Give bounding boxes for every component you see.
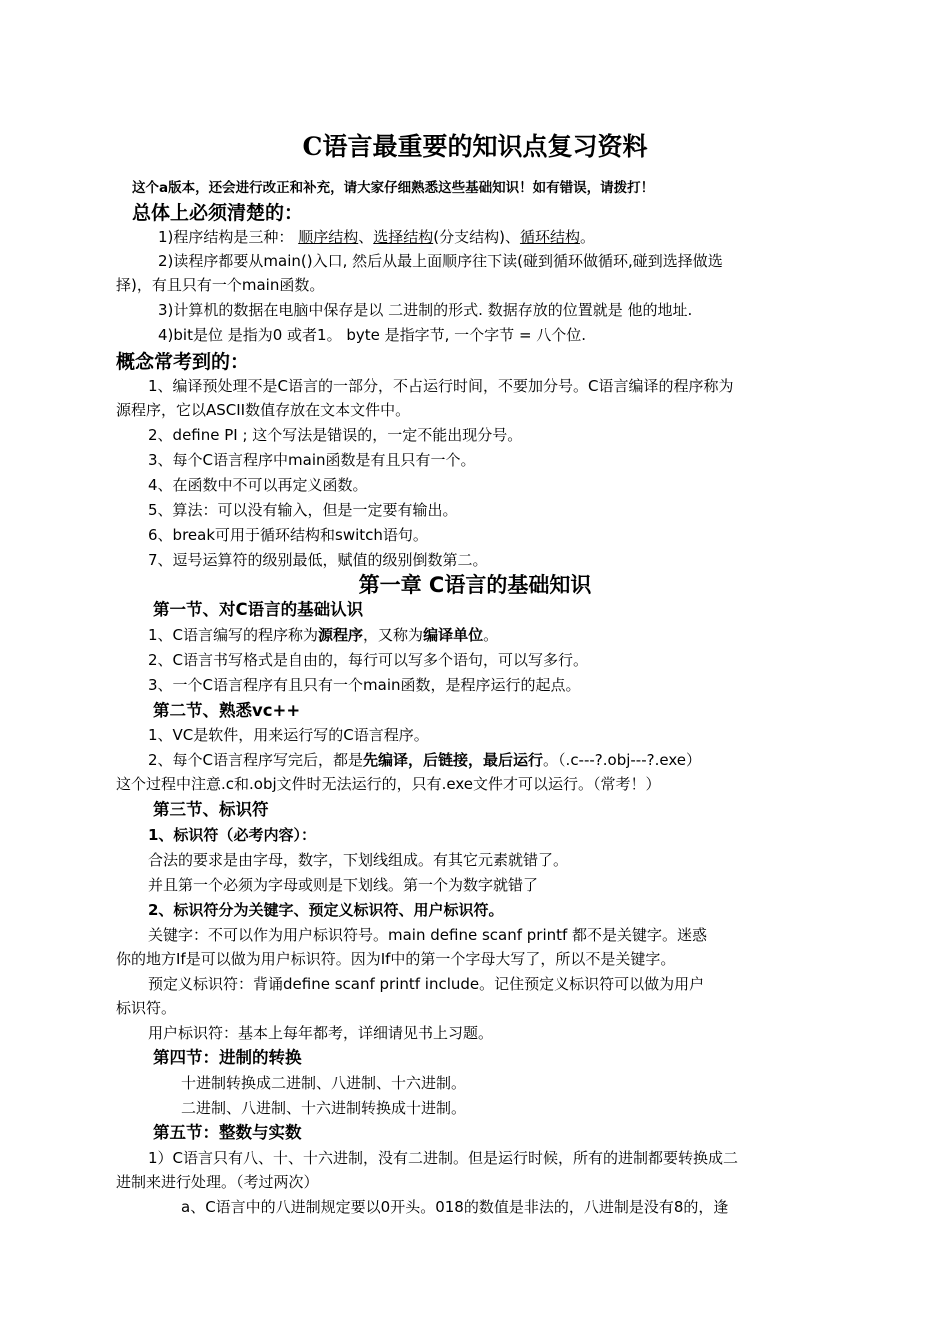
section-5-line-2: 进制来进行处理。（考过两次） [116, 1173, 319, 1191]
concept-3: 3、每个C语言程序中main函数是有且只有一个。 [148, 451, 476, 469]
concept-2: 2、define PI ; 这个写法是错误的，一定不能出现分号。 [148, 426, 523, 444]
structure-sequential: 顺序结构 [298, 228, 359, 246]
section-1-item-2: 2、C语言书写格式是自由的，每行可以写多个语句，可以写多行。 [148, 651, 589, 669]
term-source-program: 源程序 [318, 626, 364, 644]
overview-point-1 [158, 227, 595, 247]
structure-selection: 选择结构 [373, 228, 434, 246]
predefined-line-2: 标识符。 [116, 999, 177, 1017]
concept-6: 6、break可用于循环结构和switch语句。 [148, 526, 428, 544]
overview-point-4: 4)bit是位 是指为0 或者1。 byte 是指字节, 一个字节 = 八个位. [158, 326, 587, 344]
keyword-line-1: 关键字：不可以作为用户标识符号。main define scanf printf 都不是关键字。迷惑 [148, 926, 708, 944]
concept-4: 4、在函数中不可以再定义函数。 [148, 476, 368, 494]
chapter-1-heading: 第一章 C语言的基础知识 [358, 573, 592, 597]
overview-point-2-line-1: 2)读程序都要从main()入口, 然后从最上面顺序往下读(碰到循环做循环,碰到选择做选 [158, 252, 723, 270]
overview-heading: 总体上必须清楚的： [132, 202, 304, 224]
user-identifier-line: 用户标识符：基本上每年都考，详细请见书上习题。 [148, 1024, 494, 1042]
section-5-heading: 第五节：整数与实数 [153, 1123, 302, 1142]
overview-point-1-sep: 、 [358, 228, 374, 246]
section-2-heading: 第二节、熟悉vc++ [153, 701, 301, 720]
section-1-item-1-pre: 1、C语言编写的程序称为 [148, 626, 319, 644]
overview-point-1-mid: (分支结构)、 [433, 228, 520, 246]
page-title: C语言最重要的知识点复习资料 [302, 132, 648, 161]
section-1-item-3: 3、一个C语言程序有且只有一个main函数，是程序运行的起点。 [148, 676, 581, 694]
section-4-heading: 第四节：进制的转换 [153, 1048, 302, 1067]
concept-1-line-1: 1、编译预处理不是C语言的一部分，不占运行时间，不要加分号。C语言编译的程序称为 [148, 377, 734, 395]
section-1-item-1-mid: ，又称为 [363, 626, 424, 644]
term-compile-unit: 编译单位 [423, 626, 484, 644]
section-5-line-1: 1）C语言只有八、十、十六进制，没有二进制。但是运行时候，所有的进制都要转换成二 [148, 1149, 739, 1167]
identifier-topic-2: 2、标识符分为关键字、预定义标识符、用户标识符。 [148, 901, 504, 919]
section-4-line-1: 十进制转换成二进制、八进制、十六进制。 [181, 1074, 467, 1092]
concepts-heading: 概念常考到的： [116, 351, 250, 373]
identifier-topic-1: 1、标识符（必考内容）： [148, 826, 316, 844]
section-4-line-2: 二进制、八进制、十六进制转换成十进制。 [181, 1099, 467, 1117]
section-2-item-2-line-2: 这个过程中注意.c和.obj文件时无法运行的，只有.exe文件才可以运行。（常考！） [116, 775, 661, 793]
section-2-item-1: 1、VC是软件，用来运行写的C语言程序。 [148, 726, 429, 744]
concept-7: 7、逗号运算符的级别最低，赋值的级别倒数第二。 [148, 551, 488, 569]
concept-1-line-2: 源程序，它以ASCII数值存放在文本文件中。 [116, 401, 411, 419]
identifier-rule-2: 并且第一个必须为字母或则是下划线。第一个为数字就错了 [148, 876, 539, 894]
overview-point-1-end: 。 [579, 228, 595, 246]
predefined-line-1: 预定义标识符：背诵define scanf printf include。记住预定义标识符可以做为用户 [148, 975, 705, 993]
identifier-rule-1: 合法的要求是由字母，数字，下划线组成。有其它元素就错了。 [148, 851, 569, 869]
keyword-line-2: 你的地方If是可以做为用户标识符。因为If中的第一个字母大写了，所以不是关键字。 [116, 950, 676, 968]
section-5-line-3: a、C语言中的八进制规定要以0开头。018的数值是非法的，八进制是没有8的，逢 [181, 1198, 729, 1216]
structure-loop: 循环结构 [519, 228, 580, 246]
overview-point-3: 3)计算机的数据在电脑中保存是以 二进制的形式. 数据存放的位置就是 他的地址. [158, 301, 693, 319]
section-1-heading: 第一节、对C语言的基础认识 [153, 600, 364, 619]
section-2-item-2 [148, 750, 701, 770]
section-2-item-2-pre: 2、每个C语言程序写完后，都是 [148, 751, 364, 769]
compile-link-run: 先编译，后链接，最后运行 [363, 751, 544, 769]
section-2-item-2-end: 。（.c---?.obj---?.exe） [543, 751, 701, 769]
section-1-item-1-end: 。 [483, 626, 499, 644]
section-1-item-1 [148, 625, 498, 645]
overview-point-1-pre: 1)程序结构是三种： [158, 228, 294, 246]
overview-point-2-line-2: 择)，有且只有一个main函数。 [116, 276, 325, 294]
section-3-heading: 第三节、标识符 [153, 800, 269, 819]
version-note: 这个a版本，还会进行改正和补充，请大家仔细熟悉这些基础知识！如有错误，请拨打！ [132, 180, 655, 196]
concept-5: 5、算法：可以没有输入，但是一定要有输出。 [148, 501, 458, 519]
